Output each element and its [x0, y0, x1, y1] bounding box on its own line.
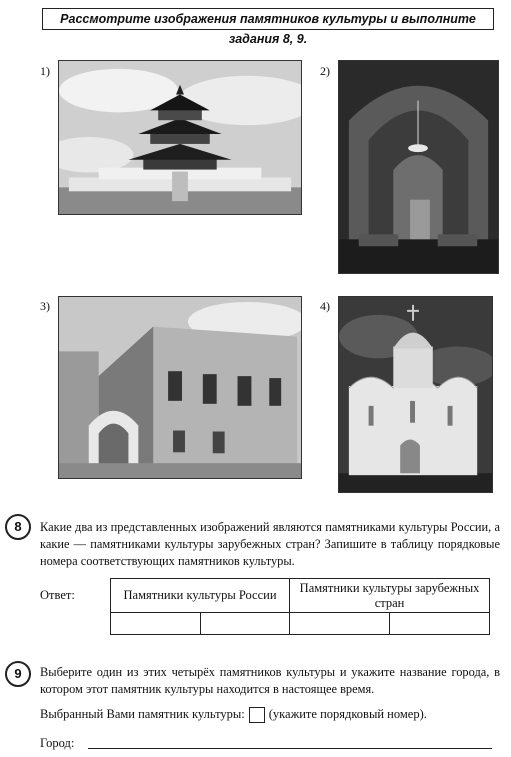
- chosen-monument-label: Выбранный Вами памятник культуры:: [40, 707, 245, 721]
- image-white-stone-church: [338, 296, 493, 493]
- answer-cell[interactable]: [200, 613, 290, 635]
- answer-cell[interactable]: [290, 613, 390, 635]
- column-russia: Памятники культуры России: [111, 579, 290, 613]
- city-answer-line[interactable]: [88, 748, 492, 749]
- column-foreign: Памятники культуры зарубежных стран: [290, 579, 490, 613]
- image-chambers: [58, 296, 302, 479]
- chosen-number-box[interactable]: [249, 707, 265, 723]
- answer-table: [110, 578, 490, 635]
- image-cathedral-interior: [338, 60, 499, 274]
- chosen-monument-row: [40, 707, 427, 723]
- answer-cell[interactable]: [390, 613, 490, 635]
- chosen-monument-hint: (укажите порядковый номер).: [268, 707, 427, 721]
- city-label: Город:: [40, 736, 75, 750]
- image-number-2: 2): [320, 64, 330, 78]
- image-number-3: 3): [40, 299, 50, 313]
- task-9-number: 9: [5, 661, 31, 687]
- task-9-text: Выберите один из этих четырёх памятников культуры и укажите название города, в котором этот памятник культуры находится в настоящее время.: [40, 665, 500, 696]
- image-number-1: 1): [40, 64, 50, 78]
- image-temple-of-heaven: [58, 60, 302, 215]
- image-number-4: 4): [320, 299, 330, 313]
- task-header: Рассмотрите изображения памятников культуры и выполните задания 8, 9.: [42, 8, 494, 30]
- task-8-text: Какие два из представленных изображений являются памятниками культуры России, а какие — памятниками культуры зарубежных стран? Запишите в таблицу порядковые номера соответствующих памятников культуры.: [40, 520, 500, 568]
- task-8-number: 8: [5, 514, 31, 540]
- answer-label: Ответ:: [40, 588, 75, 602]
- answer-cell[interactable]: [111, 613, 201, 635]
